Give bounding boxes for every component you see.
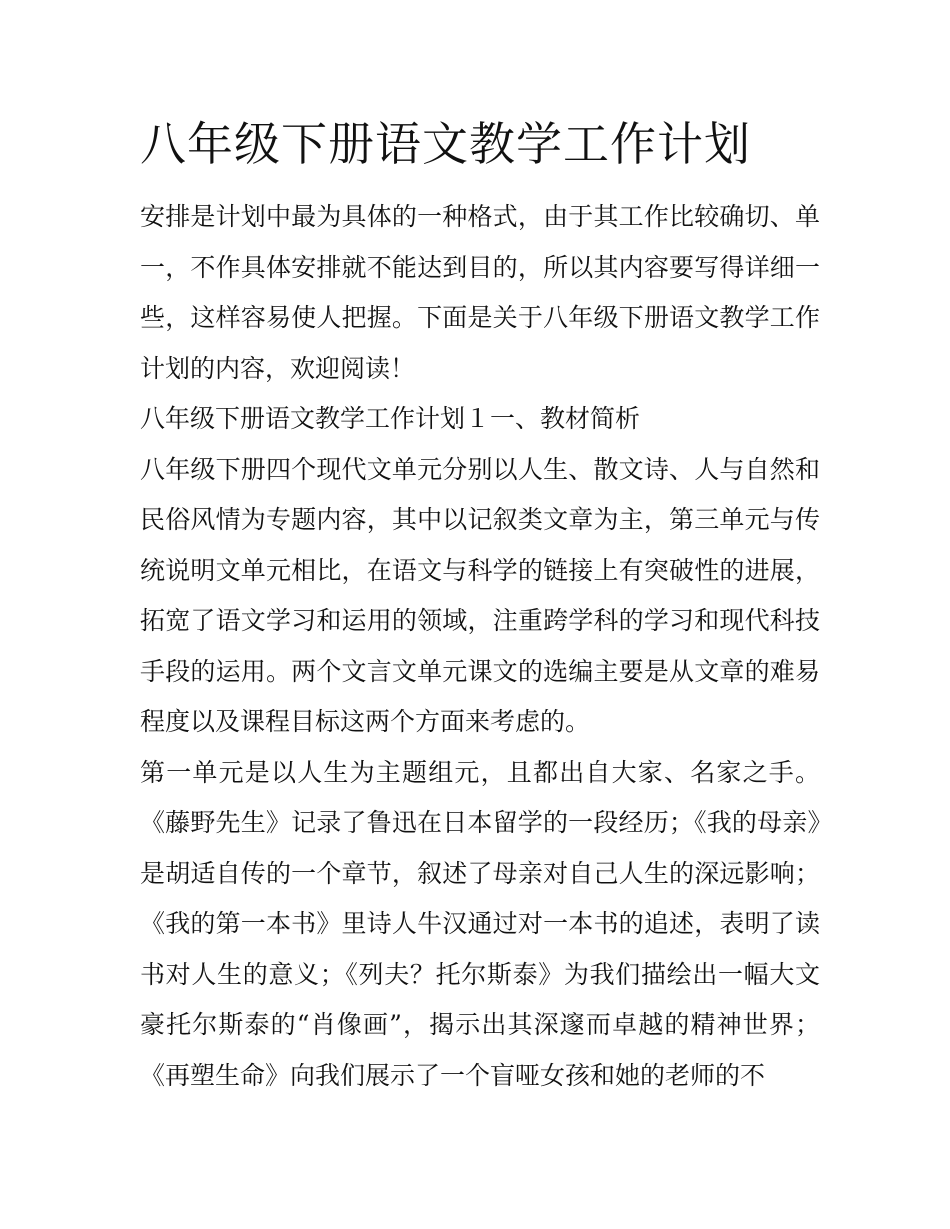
intro-paragraph: 安排是计划中最为具体的一种格式，由于其工作比较确切、单一，不作具体安排就不能达到目的，所以其内容要写得详细一些，这样容易使人把握。下面是关于八年级下册语文教学工作计划的内容，欢迎阅读！ (140, 202, 820, 383)
section-heading: 八年级下册语文教学工作计划１一、教材简析 (140, 404, 641, 433)
document-page (140, 112, 820, 1101)
unit-one-paragraph: 第一单元是以人生为主题组元，且都出自大家、名家之手。《藤野先生》记录了鲁迅在日本留学的一段经历；《我的母亲》是胡适自传的一个章节，叙述了母亲对自己人生的深远影响；《我的第一本书》里诗人牛汉通过对一本书的追述，表明了读书对人生的意义；《列夫？托尔斯泰》为我们描绘出一幅大文豪托尔斯泰的“肖像画”，揭示出其深邃而卓越的精神世界；《再塑生命》向我们展示了一个盲哑女孩和她的老师的不 (140, 757, 820, 1090)
textbook-analysis-paragraph: 八年级下册四个现代文单元分别以人生、散文诗、人与自然和民俗风情为专题内容，其中以记叙类文章为主，第三单元与传统说明文单元相比，在语文与科学的链接上有突破性的进展，拓宽了语文学习和运用的领域，注重跨学科的学习和现代科技手段的运用。两个文言文单元课文的选编主要是从文章的难易程度以及课程目标这两个方面来考虑的。 (140, 454, 820, 736)
document-title: 八年级下册语文教学工作计划 (140, 117, 751, 171)
